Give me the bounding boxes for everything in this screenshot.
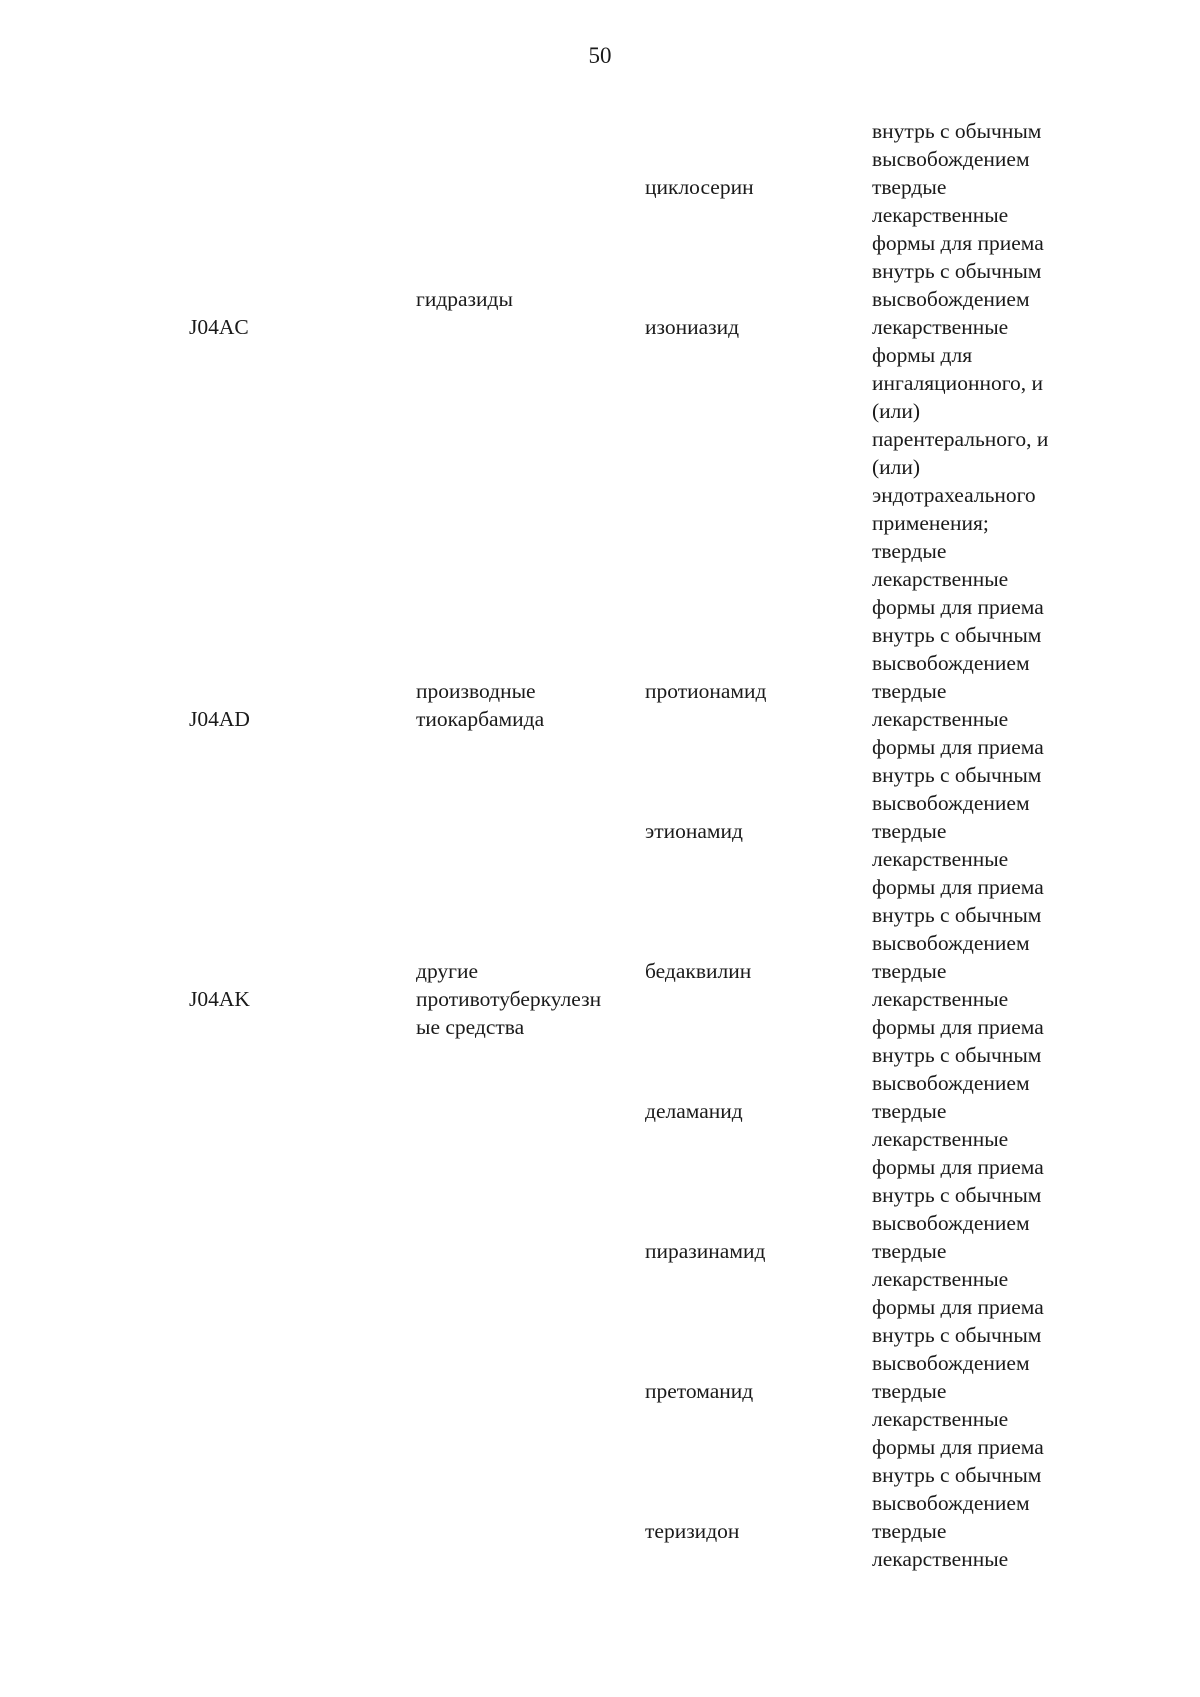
atc-code: J04AD [189,707,250,731]
dosage-form-line: высвобождением [872,1351,1030,1375]
dosage-form-line: лекарственные [872,203,1009,227]
dosage-form-line: внутрь с обычным [872,623,1042,647]
atc-code: J04AC [189,315,249,339]
dosage-form-line: внутрь с обычным [872,903,1042,927]
dosage-form-line: формы для приема [872,595,1044,619]
dosage-form-line: формы для [872,343,973,367]
dosage-form-line: формы для приема [872,231,1044,255]
dosage-form-line: лекарственные [872,1407,1009,1431]
dosage-form-line: формы для приема [872,1435,1044,1459]
dosage-form-line: твердые [872,175,947,199]
drug-name: пиразинамид [645,1239,766,1263]
dosage-form-line: высвобождением [872,651,1030,675]
drug-name: этионамид [645,819,743,843]
dosage-form-line: твердые [872,679,947,703]
dosage-form-line: высвобождением [872,791,1030,815]
dosage-form-line: твердые [872,539,947,563]
drug-name: теризидон [645,1519,740,1543]
dosage-form-line: (или) [872,399,921,423]
dosage-form-line: формы для приема [872,875,1044,899]
dosage-form-line: формы для приема [872,1155,1044,1179]
dosage-form-line: формы для приема [872,1015,1044,1039]
dosage-form-line: высвобождением [872,931,1030,955]
dosage-form-line: формы для приема [872,1295,1044,1319]
dosage-form-line: эндотрахеального [872,483,1036,507]
dosage-form-line: лекарственные [872,987,1009,1011]
dosage-form-line: твердые [872,819,947,843]
dosage-form-line: твердые [872,1519,947,1543]
group-name-line: противотуберкулезн [416,987,602,1011]
group-name-line: тиокарбамида [416,707,545,731]
group-name-line: производные [416,679,536,703]
dosage-form-line: лекарственные [872,315,1009,339]
dosage-form-line: внутрь с обычным [872,1183,1042,1207]
dosage-form-line: лекарственные [872,847,1009,871]
dosage-form-line: (или) [872,455,921,479]
dosage-form-line: внутрь с обычным [872,1323,1042,1347]
dosage-form-line: внутрь с обычным [872,1043,1042,1067]
dosage-form-line: высвобождением [872,1211,1030,1235]
drug-name: деламанид [645,1099,743,1123]
group-name-line: гидразиды [416,287,513,311]
drug-name: бедаквилин [645,959,752,983]
dosage-form-line: внутрь с обычным [872,259,1042,283]
dosage-form-line: применения; [872,511,989,535]
group-name-line: другие [416,959,479,983]
drug-name: протионамид [645,679,767,703]
drug-name: изониазид [645,315,740,339]
atc-code: J04AK [189,987,250,1011]
page-number: 50 [588,43,612,68]
dosage-form-line: твердые [872,1099,947,1123]
dosage-form-line: твердые [872,959,947,983]
dosage-form-line: ингаляционного, и [872,371,1043,395]
dosage-form-line: твердые [872,1379,947,1403]
dosage-form-line: высвобождением [872,1071,1030,1095]
dosage-form-line: внутрь с обычным [872,1463,1042,1487]
dosage-form-line: лекарственные [872,1127,1009,1151]
drug-name: претоманид [645,1379,754,1403]
dosage-form-line: твердые [872,1239,947,1263]
dosage-form-line: лекарственные [872,1267,1009,1291]
group-name-line: ые средства [416,1015,525,1039]
dosage-form-line: высвобождением [872,287,1030,311]
dosage-form-line: лекарственные [872,707,1009,731]
dosage-form-line: лекарственные [872,1547,1009,1571]
dosage-form-line: внутрь с обычным [872,763,1042,787]
dosage-form-line: формы для приема [872,735,1044,759]
dosage-form-line: высвобождением [872,147,1030,171]
dosage-form-line: высвобождением [872,1491,1030,1515]
drug-name: циклосерин [645,175,754,199]
dosage-form-line: парентерального, и [872,427,1049,451]
dosage-form-line: лекарственные [872,567,1009,591]
dosage-form-line: внутрь с обычным [872,119,1042,143]
